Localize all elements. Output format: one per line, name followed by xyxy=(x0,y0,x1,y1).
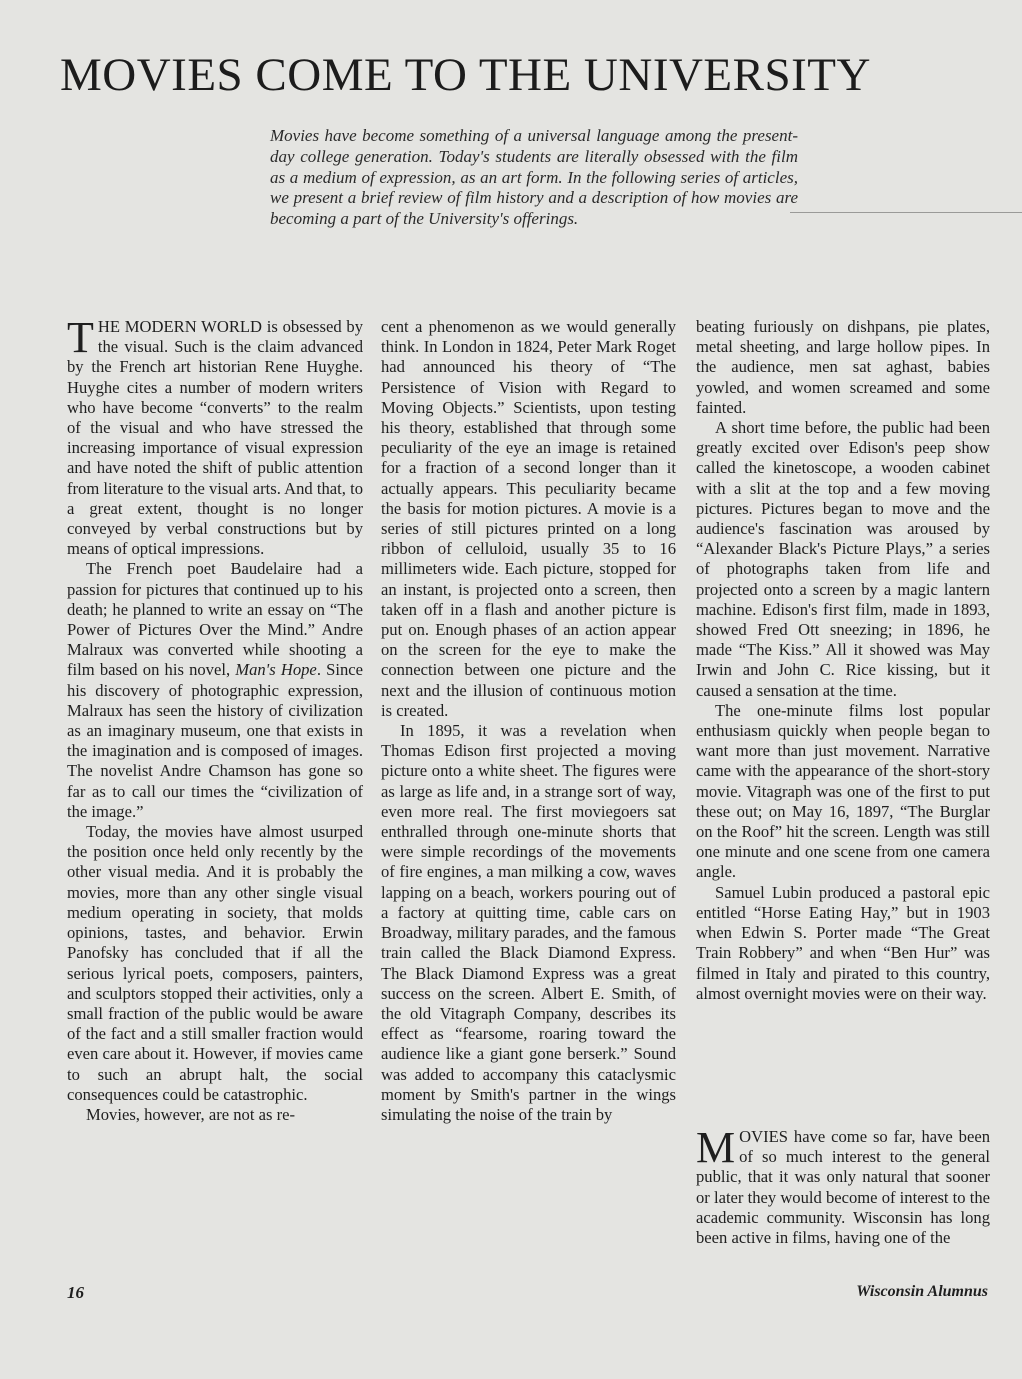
section-2 xyxy=(696,1123,990,1248)
lead-in-words: HE MODERN WORLD xyxy=(97,317,263,336)
paragraph xyxy=(696,1123,990,1248)
paragraph-text: . Since his discovery of photographic expression, Malraux has seen the history of civilization as an imaginary museum, one that exists in the imagination and is composed of images. The novelist Andre Chamson has gone so far as to call our times the “civilization of the image.” xyxy=(67,660,363,821)
paragraph: A short time before, the public had been greatly excited over Edison's peep show called the kinetoscope, a wooden cabinet with a slit at the top and a few moving pictures. Pictures began to move and the audience's fascination was aroused by “Alexander Black's Picture Plays,” a series of photographs taken from life and projected onto a screen by a magic lantern machine. Edison's first film, made in 1893, showed Fred Ott sneezing; in 1896, he made “The Kiss.” All it showed was May Irwin and John C. Rice kissing, but it caused a sensation at the time. xyxy=(696,418,990,700)
column-1 xyxy=(67,313,364,1124)
column-2 xyxy=(381,317,676,1124)
article-title: MOVIES COME TO THE UNIVERSITY xyxy=(60,49,871,101)
book-title: Man's Hope xyxy=(235,660,317,680)
drop-cap: M xyxy=(696,1123,736,1172)
paragraph: In 1895, it was a revelation when Thomas Edison first projected a moving picture onto a white sheet. The figures were as large as life and, in a strange sort of way, even more real. The first moviegoers sat enthralled through one-minute shorts that were simple recordings of the movements of fire engines, a man milking a cow, waves lapping on a beach, workers pouring out of a factory at quitting time, cable cars on Broadway, military parades, and the famous train called the Black Diamond Express. The Black Diamond Express was a great success on the screen. Albert E. Smith, of the old Vitagraph Company, describes its effect as “fearsome, roaring toward the audience like a giant gone berserk.” Sound was added to accompany this cataclysmic moment by Smith's partner in the wings simulating the noise of the train by xyxy=(381,721,676,1124)
paragraph: beating furiously on dishpans, pie plates, metal sheeting, and large hollow pipes. In the audience, men sat aghast, babies yowled, and women screamed and some fainted. xyxy=(696,317,990,417)
intro-paragraph: Movies have become something of a universal language among the present-day college generation. Today's students are literally obsessed with the film as a medium of expression, as an art form. In the following series of articles, we present a brief review of film history and a description of how movies are becoming a part of the University's offerings. xyxy=(270,126,798,229)
publication-name: Wisconsin Alumnus xyxy=(856,1283,988,1300)
paragraph xyxy=(67,313,364,559)
paragraph: Movies, however, are not as re- xyxy=(86,1104,295,1124)
paragraph-text: is obsessed by the visual. Such is the claim advanced by the French art historian Rene Huyghe. Huyghe cites a number of modern writers who have become “converts” to the realm of the visual and who have stressed the increasing importance of visual expression and have noted the shift of public attention from literature to the visual arts. And that, to a great extent, thought is no longer conveyed by verbal constructions but by means of optical impressions. xyxy=(67,317,364,559)
column-3 xyxy=(696,317,990,1003)
page-number: 16 xyxy=(67,1283,84,1302)
paragraph: Today, the movies have almost usurped the position once held only recently by the other visual media. And it is probably the movies, more than any other single visual medium operating in society, that molds opinions, tastes, and behavior. Erwin Panofsky has concluded that if all the serious lyrical poets, composers, painters, and sculptors stopped their activities, only a small fraction of the public would be aware of the fact and a still smaller fraction would even care about it. However, if movies came to such an abrupt halt, the social consequences could be catastrophic. xyxy=(67,822,363,1104)
divider-line xyxy=(790,212,1022,213)
paragraph: cent a phenomenon as we would generally think. In London in 1824, Peter Mark Roget had announced his theory of “The Persistence of Vision with Regard to Moving Objects.” Scientists, upon testing his theory, established that through some peculiarity of the eye an image is retained for a fraction of a second longer than it actually appears. This peculiarity became the basis for motion pictures. A movie is a series of still pictures printed on a long ribbon of celluloid, usually 35 to 16 millimeters wide. Each picture, stopped for an instant, is projected onto a screen, then taken off in a flash and another picture is put on. Enough phases of an action appear on the screen for the eye to make the connection between one picture and the next and the illusion of continuous motion is created. xyxy=(381,317,676,720)
paragraph: The one-minute films lost popular enthusiasm quickly when people began to want more than just movement. Narrative came with the appearance of the short-story movie. Vitagraph was one of the first to put these out; on May 16, 1897, “The Burglar on the Roof” hit the screen. Length was still one minute and one scene from one camera angle. xyxy=(696,700,990,882)
paragraph: Samuel Lubin produced a pastoral epic entitled “Horse Eating Hay,” but in 1903 when Edwin S. Porter made “The Great Train Robbery” and when “Ben Hur” was filmed in Italy and pirated to this country, almost overnight movies were on their way. xyxy=(696,882,990,1003)
paragraph xyxy=(67,559,363,822)
paragraph-text: The French poet Baudelaire had a passion for pictures that continued up to his death; he planned to write an essay on “The Power of Pictures Over the Mind.” Andre Malraux was converted while shooting a film based on his novel, xyxy=(67,559,363,680)
paragraph-text: OVIES have come so far, have been of so much interest to the general public, that it was only natural that sooner or later they would become of interest to the academic community. Wisconsin has long been active in films, having one of the xyxy=(696,1127,990,1248)
drop-cap: T xyxy=(67,313,94,362)
